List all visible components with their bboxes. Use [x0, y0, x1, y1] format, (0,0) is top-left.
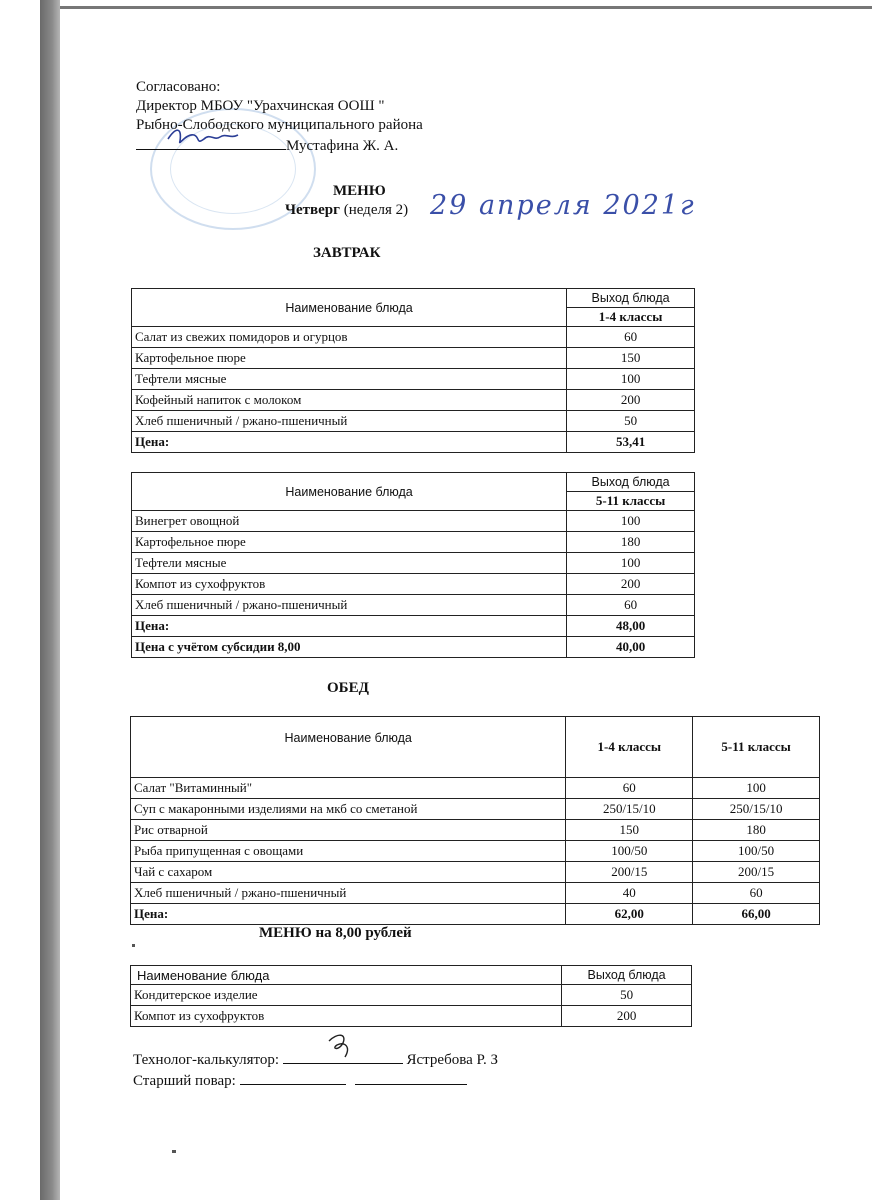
- day-line: [285, 202, 408, 219]
- dish-output: 200: [567, 574, 695, 595]
- table-row: [131, 1006, 692, 1027]
- col-header-name: Наименование блюда: [131, 717, 566, 778]
- dish-output: 200: [562, 1006, 692, 1027]
- table-row: [132, 348, 695, 369]
- cook-signature-line-2: [355, 1070, 467, 1085]
- breakfast-title: ЗАВТРАК: [313, 245, 381, 261]
- col-header-output: Выход блюда: [562, 966, 692, 985]
- scan-speck: [132, 944, 135, 947]
- dish-output-1-4: 250/15/10: [566, 799, 693, 820]
- col-header-1-4: 1-4 классы: [566, 717, 693, 778]
- table-row: [132, 411, 695, 432]
- table-row: [132, 553, 695, 574]
- dish-output: 100: [567, 369, 695, 390]
- dish-name: Тефтели мясные: [132, 553, 567, 574]
- group-header: 5-11 классы: [567, 492, 695, 511]
- signers-block: [133, 1049, 498, 1091]
- col-header-output: Выход блюда: [567, 289, 695, 308]
- table-row: [131, 799, 820, 820]
- week-number: (неделя 2): [343, 202, 409, 218]
- cook-signature-line-1: [240, 1070, 346, 1085]
- col-header-name: Наименование блюда: [131, 966, 562, 985]
- group-header: 1-4 классы: [567, 308, 695, 327]
- table-row: [132, 595, 695, 616]
- table-row: [132, 574, 695, 595]
- table-row: [131, 985, 692, 1006]
- approval-position: Директор МБОУ "Урахчинская ООШ ": [136, 98, 385, 114]
- table-row: [132, 369, 695, 390]
- technologist-line: [133, 1049, 498, 1070]
- director-name: Мустафина Ж. А.: [286, 138, 399, 154]
- price-label: Цена:: [132, 432, 567, 453]
- dish-name: Рис отварной: [131, 820, 566, 841]
- lunch-table: [130, 716, 820, 925]
- price-value: 48,00: [567, 616, 695, 637]
- dish-name: Хлеб пшеничный / ржано-пшеничный: [132, 411, 567, 432]
- dish-name: Салат из свежих помидоров и огурцов: [132, 327, 567, 348]
- subsidy-price-row: [132, 637, 695, 658]
- dish-name: Компот из сухофруктов: [132, 574, 567, 595]
- price-row: [132, 616, 695, 637]
- menu-title: МЕНЮ: [333, 183, 386, 199]
- subsidy-price-label: Цена с учётом субсидии 8,00: [132, 637, 567, 658]
- approval-label: Согласовано:: [136, 79, 221, 95]
- price-label: Цена:: [131, 904, 566, 925]
- price-label: Цена:: [132, 616, 567, 637]
- breakfast-table-5-11: [131, 472, 695, 658]
- table-row: [132, 390, 695, 411]
- dish-name: Картофельное пюре: [132, 348, 567, 369]
- director-signature: [136, 135, 286, 150]
- dish-output: 60: [567, 327, 695, 348]
- approval-block: [136, 78, 423, 156]
- subsidy-price-value: 40,00: [567, 637, 695, 658]
- col-header-output: Выход блюда: [567, 473, 695, 492]
- cook-line: [133, 1070, 498, 1091]
- technologist-name: Ястребова Р. З: [406, 1052, 498, 1068]
- dish-name: Суп с макаронными изделиями на мкб со сметаной: [131, 799, 566, 820]
- dish-output-5-11: 200/15: [693, 862, 820, 883]
- dish-output: 200: [567, 390, 695, 411]
- technologist-signature: [283, 1049, 403, 1064]
- dish-output-5-11: 250/15/10: [693, 799, 820, 820]
- dish-name: Винегрет овощной: [132, 511, 567, 532]
- dish-output: 60: [567, 595, 695, 616]
- dish-output-1-4: 60: [566, 778, 693, 799]
- scan-speck: [172, 1150, 176, 1153]
- dish-name: Тефтели мясные: [132, 369, 567, 390]
- breakfast-table-1-4: [131, 288, 695, 453]
- dish-name: Чай с сахаром: [131, 862, 566, 883]
- scan-top-edge: [60, 6, 872, 9]
- table-row: [132, 511, 695, 532]
- approval-district: Рыбно-Слободского муниципального района: [136, 117, 423, 133]
- dish-output-5-11: 60: [693, 883, 820, 904]
- price-row: [131, 904, 820, 925]
- approval-signature-line: [136, 135, 423, 156]
- dish-name: Хлеб пшеничный / ржано-пшеничный: [132, 595, 567, 616]
- dish-output-5-11: 180: [693, 820, 820, 841]
- dish-name: Кондитерское изделие: [131, 985, 562, 1006]
- day-name: Четверг: [285, 202, 340, 218]
- scan-edge: [40, 0, 60, 1200]
- menu-8-title: МЕНЮ на 8,00 рублей: [259, 925, 412, 941]
- dish-name: Компот из сухофруктов: [131, 1006, 562, 1027]
- table-row: [132, 532, 695, 553]
- col-header-name: Наименование блюда: [132, 473, 567, 511]
- table-row: [132, 327, 695, 348]
- dish-output-1-4: 40: [566, 883, 693, 904]
- menu-8-table: [130, 965, 692, 1027]
- price-value: 53,41: [567, 432, 695, 453]
- dish-output: 180: [567, 532, 695, 553]
- dish-name: Салат "Витаминный": [131, 778, 566, 799]
- dish-output: 100: [567, 511, 695, 532]
- dish-output: 50: [567, 411, 695, 432]
- price-value-5-11: 66,00: [693, 904, 820, 925]
- price-value-1-4: 62,00: [566, 904, 693, 925]
- dish-output-1-4: 200/15: [566, 862, 693, 883]
- dish-output: 100: [567, 553, 695, 574]
- dish-name: Хлеб пшеничный / ржано-пшеничный: [131, 883, 566, 904]
- dish-output-5-11: 100/50: [693, 841, 820, 862]
- dish-name: Рыба припущенная с овощами: [131, 841, 566, 862]
- cook-label: Старший повар:: [133, 1073, 236, 1089]
- dish-output: 150: [567, 348, 695, 369]
- dish-output-1-4: 100/50: [566, 841, 693, 862]
- table-row: [131, 862, 820, 883]
- dish-output-5-11: 100: [693, 778, 820, 799]
- dish-name: Картофельное пюре: [132, 532, 567, 553]
- col-header-5-11: 5-11 классы: [693, 717, 820, 778]
- col-header-name: Наименование блюда: [132, 289, 567, 327]
- table-row: [131, 820, 820, 841]
- dish-output: 50: [562, 985, 692, 1006]
- table-row: [131, 883, 820, 904]
- table-row: [131, 778, 820, 799]
- table-row: [131, 841, 820, 862]
- dish-name: Кофейный напиток с молоком: [132, 390, 567, 411]
- technologist-label: Технолог-калькулятор:: [133, 1052, 280, 1068]
- price-row: [132, 432, 695, 453]
- handwritten-date: 29 апреля 2021г: [430, 190, 696, 221]
- lunch-title: ОБЕД: [327, 680, 369, 696]
- dish-output-1-4: 150: [566, 820, 693, 841]
